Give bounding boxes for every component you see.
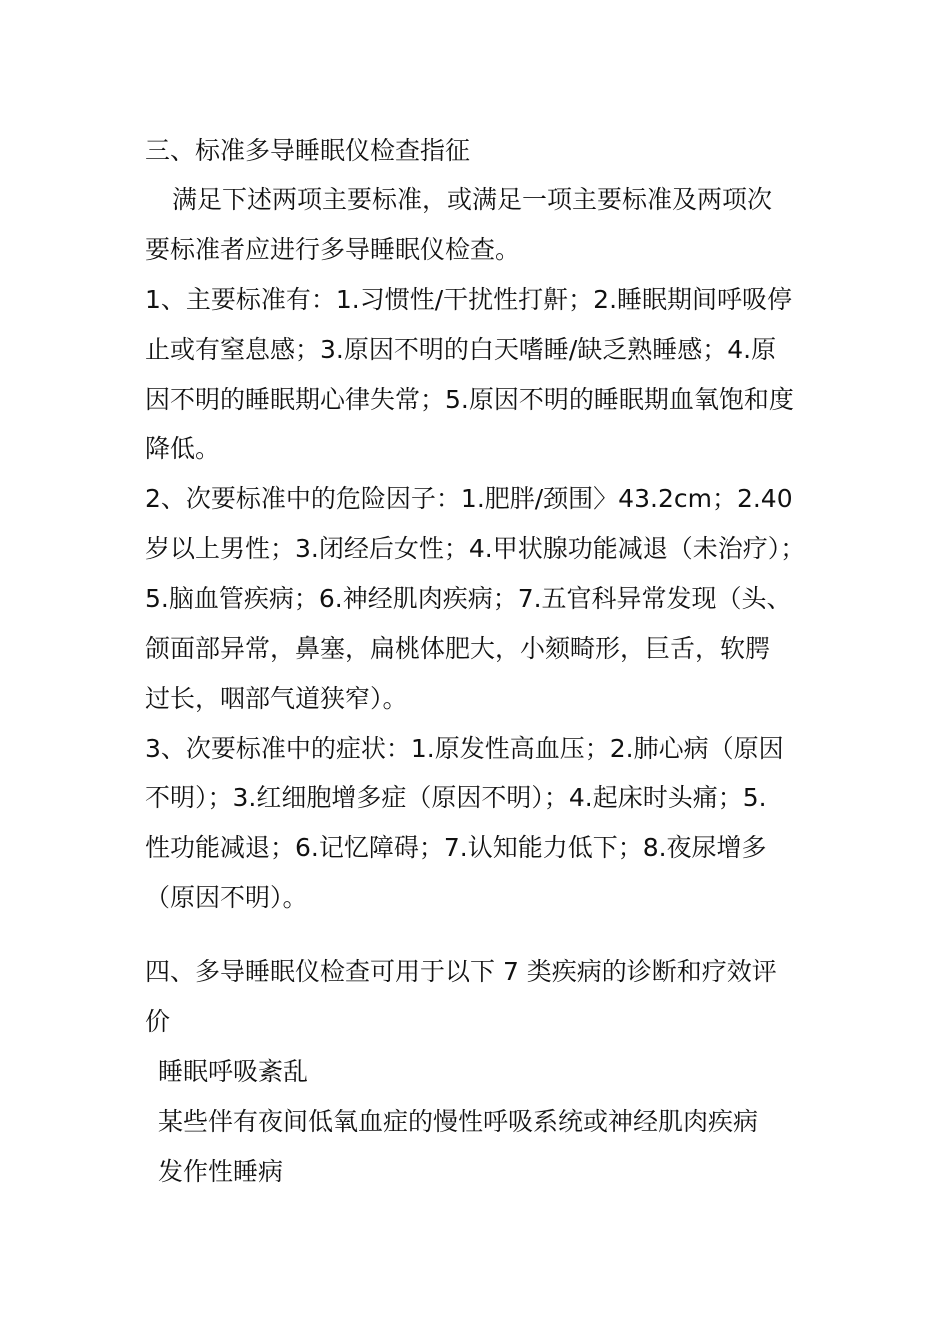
item1-line-4: 降低。: [145, 434, 221, 463]
item2-line-4: 颌面部异常，鼻塞，扁桃体肥大，小颏畸形，巨舌，软腭: [145, 634, 771, 663]
item2-line-2: 岁以上男性；3.闭经后女性；4.甲状腺功能减退（未治疗）；: [145, 534, 806, 563]
list-item: 某些伴有夜间低氧血症的慢性呼吸系统或神经肌肉疾病: [158, 1107, 759, 1136]
list-item: 睡眠呼吸紊乱: [158, 1057, 309, 1086]
section4-heading-line-1: 四、多导睡眠仪检查可用于以下 7 类疾病的诊断和疗效评: [145, 957, 777, 986]
item1-line-3: 因不明的睡眠期心律失常；5.原因不明的睡眠期血氧饱和度: [145, 385, 794, 414]
item3-line-4: （原因不明）。: [145, 883, 308, 912]
section3-intro-line-1: 满足下述两项主要标准，或满足一项主要标准及两项次: [172, 185, 773, 214]
item2-line-5: 过长，咽部气道狭窄）。: [145, 684, 408, 713]
item2-line-1: 2、次要标准中的危险因子：1.肥胖/颈围〉43.2cm；2.40: [145, 484, 793, 513]
item3-line-2: 不明）；3.红细胞增多症（原因不明）；4.起床时头痛；5.: [145, 783, 767, 812]
section3-heading: 三、标准多导睡眠仪检查指征: [145, 136, 471, 165]
item1-line-2: 止或有窒息感；3.原因不明的白天嗜睡/缺乏熟睡感；4.原: [145, 335, 777, 364]
item2-line-3: 5.脑血管疾病；6.神经肌肉疾病；7.五官科异常发现（头、: [145, 584, 792, 613]
section4-heading-line-2: 价: [145, 1007, 171, 1036]
item3-line-3: 性功能减退；6.记忆障碍；7.认知能力低下；8.夜尿增多: [145, 833, 767, 862]
item1-line-1: 1、主要标准有：1.习惯性/干扰性打鼾；2.睡眠期间呼吸停: [145, 285, 793, 314]
section3-intro-line-2: 要标准者应进行多导睡眠仪检查。: [145, 235, 521, 264]
item3-line-1: 3、次要标准中的症状：1.原发性高血压；2.肺心病（原因: [145, 734, 784, 763]
list-item: 发作性睡病: [158, 1157, 284, 1186]
